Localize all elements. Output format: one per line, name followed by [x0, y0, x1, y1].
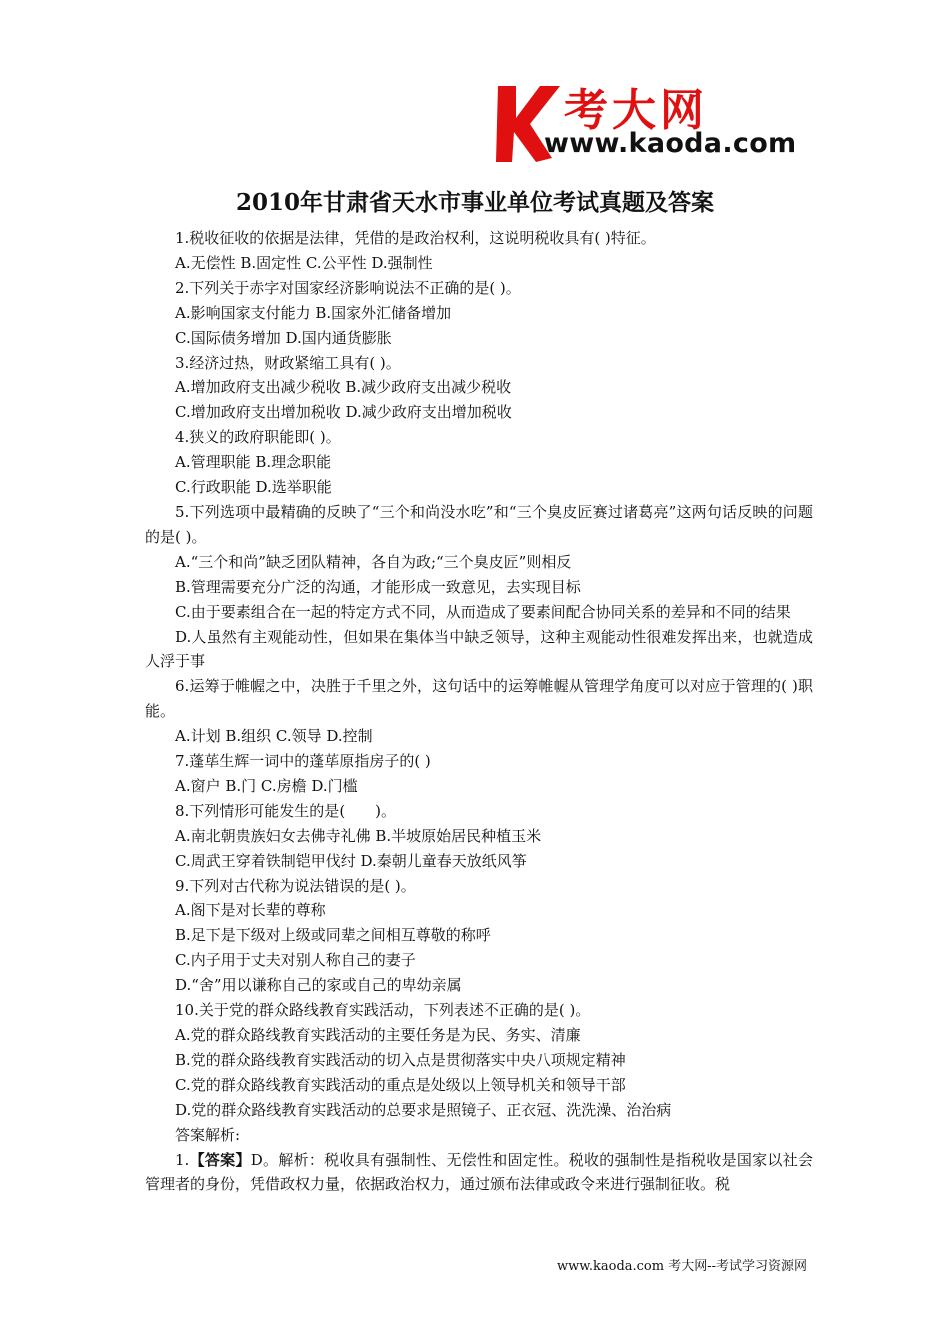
question-2-options-cd: C.国际债务增加 D.国内通货膨胀 [175, 328, 392, 347]
logo-brand-text: 考大网 [564, 85, 708, 136]
question-5-option-a: A.“三个和尚”缺乏团队精神，各自为政;“三个臭皮匠”则相反 [175, 552, 572, 571]
question-7: 7.蓬荜生辉一词中的蓬荜原指房子的( ) [175, 752, 431, 771]
question-10: 10.关于党的群众路线教育实践活动，下列表述不正确的是( )。 [175, 1001, 591, 1020]
question-10-option-a: A.党的群众路线教育实践活动的主要任务是为民、务实、清廉 [175, 1026, 581, 1044]
answer-1 [145, 1148, 813, 1198]
question-4: 4.狭义的政府职能即( )。 [175, 428, 341, 447]
question-5: 5.下列选项中最精确的反映了“三个和尚没水吃”和“三个臭皮匠赛过诸葛亮”这两句话反映的问题的是( )。 [145, 502, 813, 546]
question-2-options-ab: A.影响国家支付能力 B.国家外汇储备增加 [175, 303, 452, 322]
answer-1-text: D。解析：税收具有强制性、无偿性和固定性。税收的强制性是指税收是国家以社会管理者的身份，凭借政权力量，依据政治权力，通过颁布法律或政令来进行强制征收。税 [145, 1150, 813, 1194]
answer-1-label: 【答案】 [189, 1150, 251, 1169]
question-9-option-a: A.阁下是对长辈的尊称 [175, 901, 326, 920]
question-8: 8.下列情形可能发生的是( )。 [175, 801, 397, 820]
question-5-option-c: C.由于要素组合在一起的特定方式不同，从而造成了要素间配合协同关系的差异和不同的结果 [175, 602, 791, 621]
question-4-options-cd: C.行政职能 D.选举职能 [175, 478, 332, 497]
question-2: 2.下列关于赤字对国家经济影响说法不正确的是( )。 [175, 278, 521, 297]
question-3-options-ab: A.增加政府支出减少税收 B.减少政府支出减少税收 [175, 378, 512, 397]
kaoda-logo [492, 78, 812, 164]
question-1: 1.税收征收的依据是法律，凭借的是政治权利，这说明税收具有( )特征。 [175, 229, 656, 247]
document-title: 2010年甘肃省天水市事业单位考试真题及答案 [235, 189, 714, 216]
answer-1-number: 1. [175, 1150, 190, 1169]
question-7-options: A.窗户 B.门 C.房檐 D.门槛 [175, 776, 358, 795]
question-8-options-cd: C.周武王穿着铁制铠甲伐纣 D.秦朝儿童春天放纸风筝 [175, 851, 527, 870]
document-body [145, 226, 813, 1197]
question-4-options-ab: A.管理职能 B.理念职能 [175, 453, 332, 472]
question-1-options: A.无偿性 B.固定性 C.公平性 D.强制性 [175, 253, 433, 272]
question-9-option-b: B.足下是下级对上级或同辈之间相互尊敬的称呼 [175, 926, 491, 945]
question-9-option-c: C.内子用于丈夫对别人称自己的妻子 [175, 951, 416, 970]
question-5-option-b: B.管理需要充分广泛的沟通，才能形成一致意见，去实现目标 [175, 577, 581, 596]
question-10-option-b: B.党的群众路线教育实践活动的切入点是贯彻落实中央八项规定精神 [175, 1050, 626, 1069]
question-6-options: A.计划 B.组织 C.领导 D.控制 [175, 727, 373, 746]
page-footer: www.kaoda.com 考大网--考试学习资源网 [557, 1259, 807, 1274]
question-9-option-d: D.“舍”用以谦称自己的家或自己的卑幼亲属 [175, 976, 462, 995]
question-10-option-c: C.党的群众路线教育实践活动的重点是处级以上领导机关和领导干部 [175, 1075, 626, 1094]
answer-section-heading: 答案解析: [175, 1125, 241, 1144]
question-8-options-ab: A.南北朝贵族妇女去佛寺礼佛 B.半坡原始居民种植玉米 [175, 826, 542, 845]
logo-url-text: www.kaoda.com [544, 128, 797, 159]
question-3: 3.经济过热，财政紧缩工具有( )。 [175, 353, 401, 372]
question-9: 9.下列对古代称为说法错误的是( )。 [175, 876, 416, 895]
question-5-option-d: D.人虽然有主观能动性，但如果在集体当中缺乏领导，这种主观能动性很难发挥出来，也就造成人浮于事 [145, 627, 813, 671]
question-6: 6.运筹于帷幄之中，决胜于千里之外，这句话中的运筹帷幄从管理学角度可以对应于管理的( )职能。 [145, 677, 813, 721]
question-3-options-cd: C.增加政府支出增加税收 D.减少政府支出增加税收 [175, 403, 512, 422]
question-10-option-d: D.党的群众路线教育实践活动的总要求是照镜子、正衣冠、洗洗澡、治治病 [175, 1100, 672, 1119]
